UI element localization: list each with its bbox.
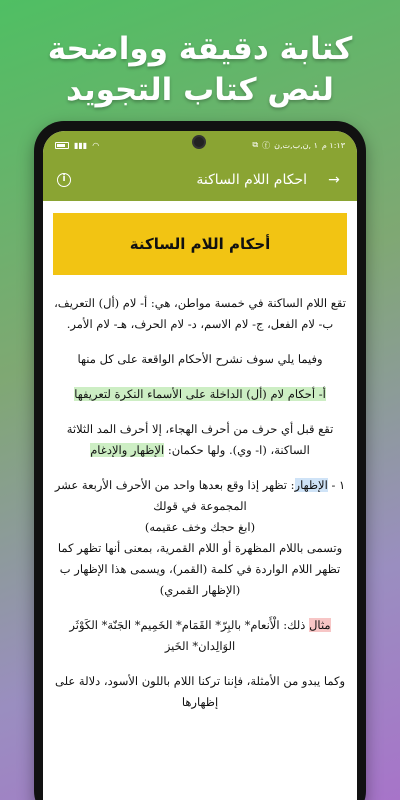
- toolbar-title: احكام اللام الساكنة: [196, 172, 307, 188]
- paragraph-5: [53, 475, 347, 601]
- status-right: [252, 140, 345, 151]
- paragraph-5-more: وتسمى باللام المظهرة أو اللام القمرية، بمعنى أنها تظهر كما تظهر اللام الواردة في كلمة (القمر)، ويسمى هذا الإظهار ب (الإظهار القمري): [57, 541, 343, 597]
- paragraph-4-text: تقع قبل أي حرف من أحرف الهجاء، إلا أحرف المد الثلاثة الساكنة، (ا- وي). ولها حكمان:: [66, 422, 334, 457]
- info-icon: i: [57, 173, 71, 187]
- article-heading: أحكام اللام الساكنة: [53, 213, 347, 275]
- status-left: [55, 141, 99, 150]
- paragraph-5-text: : تظهر إذا وقع بعدها واحد من الأحرف الأربعة عشر المجموعة في قولك: [54, 478, 295, 513]
- info-button[interactable]: [57, 173, 75, 187]
- wifi-icon: ◠: [92, 140, 100, 150]
- paragraph-7: وكما يبدو من الأمثلة، فإننا تركنا اللام باللون الأسود، دلالة على إظهارها: [55, 674, 345, 709]
- promo-line-1: كتابة دقيقة وواضحة: [47, 31, 353, 67]
- battery-icon: [55, 142, 69, 149]
- article-content[interactable]: [43, 201, 357, 713]
- back-button[interactable]: [325, 172, 343, 188]
- front-camera: [192, 135, 206, 149]
- rules-highlight: الإظهار والإدغام: [90, 443, 165, 457]
- paragraph-5-letters: (ابغ حجك وخف عقيمه): [144, 520, 256, 534]
- phone-screen: [43, 131, 357, 800]
- arrow-right-icon: →: [328, 172, 340, 188]
- izhar-highlight: الإظهار: [294, 478, 328, 492]
- paragraph-2: وفيما يلي سوف نشرح الأحكام الواقعة على كل منها: [77, 352, 323, 366]
- example-highlight: مثال: [309, 618, 331, 632]
- notification-icon: ⧉: [252, 140, 259, 149]
- paragraph-6-text: ذلك: الْأَنعام* بالبِرّ* القَمَام* الخَمِيم* الجَنّة* الكَوْثَر الوَالِدان* الخَيز: [69, 618, 310, 653]
- paragraph-1: تقع اللام الساكنة في خمسة مواطن، هي: أ- لام (أل) التعريف، ب- لام الفعل، ج- لام الاسم، د- لام الحرف، هـ- لام الأمر.: [54, 296, 346, 331]
- paragraph-3: [53, 384, 347, 405]
- facebook-icon: ⓕ: [262, 140, 271, 150]
- app-toolbar: [43, 159, 357, 201]
- phone-frame: [34, 121, 366, 800]
- section-title-highlight: أ- أحكام لام (أل) الداخلة على الأسماء النكرة لتعريفها: [74, 387, 326, 401]
- promo-line-2: لنص كتاب التجويد: [66, 72, 334, 108]
- status-time: ١:١٣ م: [321, 140, 345, 150]
- paragraph-4: [53, 419, 347, 461]
- signal-icon: ▮▮▮: [74, 140, 88, 150]
- status-indicators: ١ ,ن,ب,ت,ن: [274, 140, 318, 150]
- promo-banner: [0, 28, 400, 110]
- paragraph-5-number: ١ -: [327, 478, 346, 492]
- paragraph-6: [53, 615, 347, 657]
